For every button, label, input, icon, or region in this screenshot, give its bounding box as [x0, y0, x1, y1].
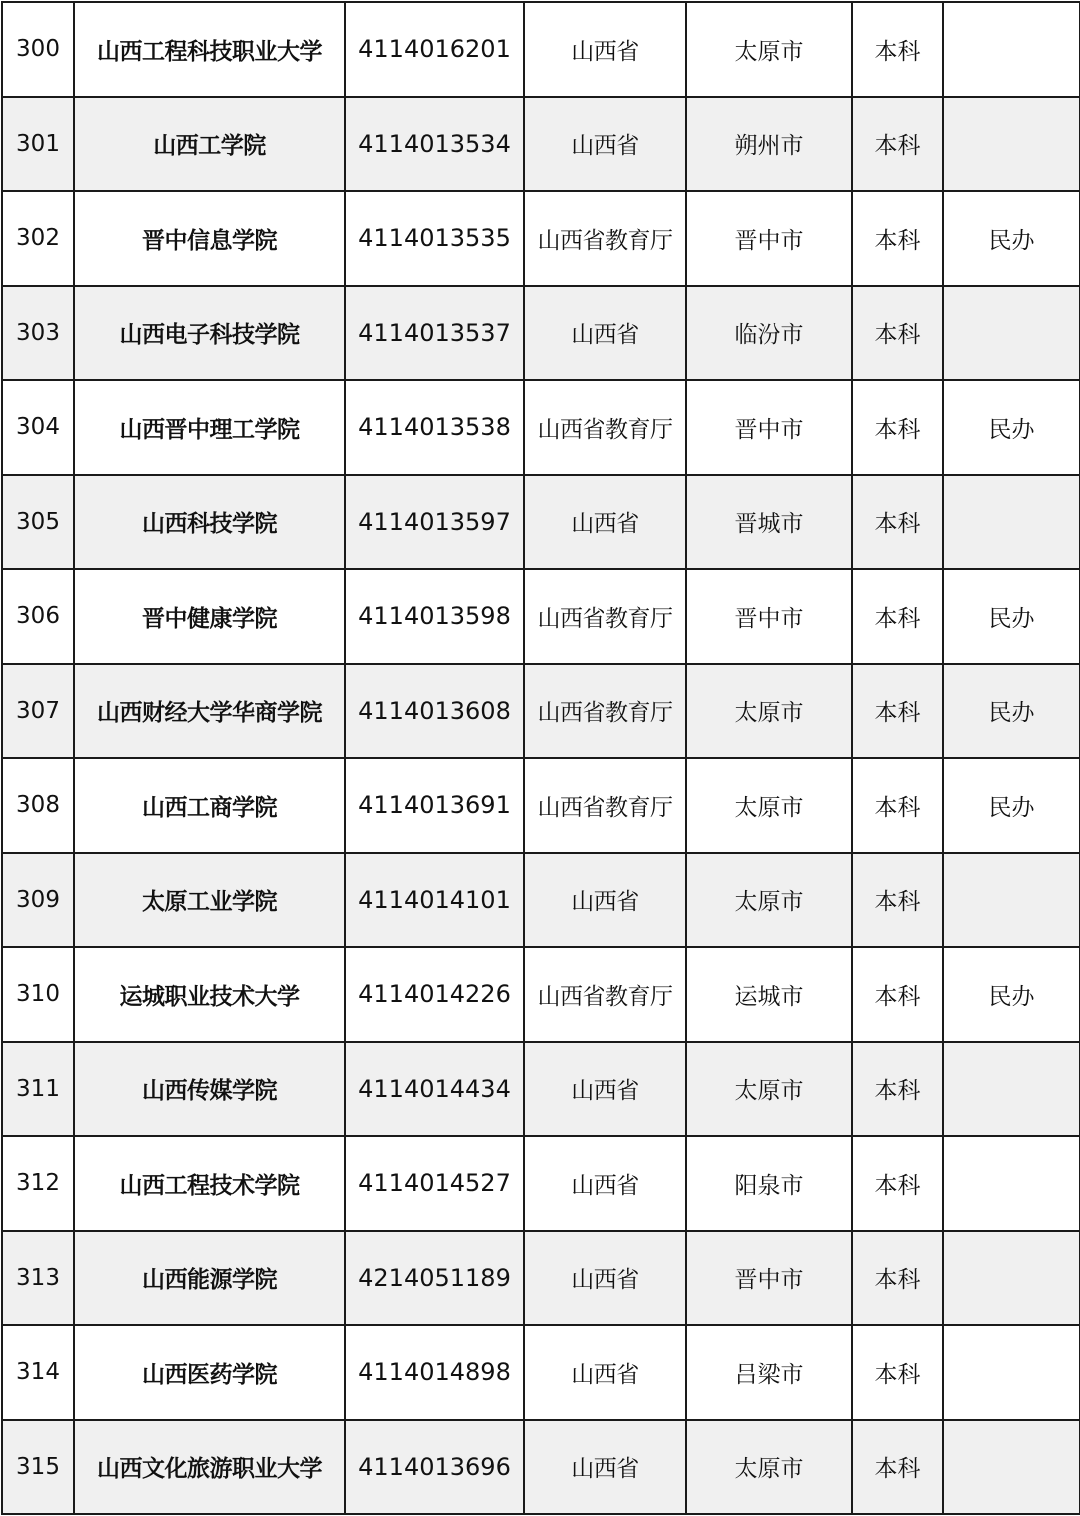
authority-cell: 山西省 — [524, 1420, 686, 1515]
row-number-cell: 314 — [2, 1325, 74, 1420]
education-level-cell: 本科 — [852, 1136, 943, 1231]
university-name-cell: 山西科技学院 — [74, 475, 345, 570]
university-name-cell: 山西工学院 — [74, 97, 345, 192]
authority-cell: 山西省 — [524, 475, 686, 570]
note-cell — [943, 97, 1080, 192]
authority-cell: 山西省教育厅 — [524, 947, 686, 1042]
authority-cell: 山西省 — [524, 1231, 686, 1326]
table-row — [2, 1042, 1080, 1137]
university-name-cell: 山西传媒学院 — [74, 1042, 345, 1137]
authority-cell: 山西省 — [524, 1042, 686, 1137]
note-cell: 民办 — [943, 947, 1080, 1042]
table-row — [2, 1325, 1080, 1420]
city-cell: 运城市 — [686, 947, 852, 1042]
university-code-cell: 4114013538 — [345, 380, 524, 475]
authority-cell: 山西省教育厅 — [524, 569, 686, 664]
university-code-cell: 4114013535 — [345, 191, 524, 286]
row-number-cell: 305 — [2, 475, 74, 570]
row-number-cell: 308 — [2, 758, 74, 853]
city-cell: 太原市 — [686, 853, 852, 948]
note-cell: 民办 — [943, 758, 1080, 853]
university-code-cell: 4114013691 — [345, 758, 524, 853]
table-row — [2, 1136, 1080, 1231]
education-level-cell: 本科 — [852, 97, 943, 192]
table-row — [2, 191, 1080, 286]
education-level-cell: 本科 — [852, 853, 943, 948]
note-cell: 民办 — [943, 380, 1080, 475]
row-number-cell: 300 — [2, 2, 74, 97]
table-row — [2, 569, 1080, 664]
row-number-cell: 307 — [2, 664, 74, 759]
education-level-cell: 本科 — [852, 947, 943, 1042]
university-code-cell: 4114013696 — [345, 1420, 524, 1515]
education-level-cell: 本科 — [852, 569, 943, 664]
education-level-cell: 本科 — [852, 1231, 943, 1326]
table-row — [2, 380, 1080, 475]
education-level-cell: 本科 — [852, 2, 943, 97]
university-code-cell: 4114013608 — [345, 664, 524, 759]
city-cell: 太原市 — [686, 664, 852, 759]
university-name-cell: 山西电子科技学院 — [74, 286, 345, 381]
authority-cell: 山西省 — [524, 853, 686, 948]
table-row — [2, 1231, 1080, 1326]
university-code-cell: 4114013537 — [345, 286, 524, 381]
university-name-cell: 山西工程科技职业大学 — [74, 2, 345, 97]
authority-cell: 山西省 — [524, 1136, 686, 1231]
university-code-cell: 4114014527 — [345, 1136, 524, 1231]
note-cell — [943, 475, 1080, 570]
note-cell: 民办 — [943, 664, 1080, 759]
university-name-cell: 山西财经大学华商学院 — [74, 664, 345, 759]
row-number-cell: 313 — [2, 1231, 74, 1326]
note-cell: 民办 — [943, 191, 1080, 286]
education-level-cell: 本科 — [852, 191, 943, 286]
university-code-cell: 4114013534 — [345, 97, 524, 192]
university-code-cell: 4114014434 — [345, 1042, 524, 1137]
row-number-cell: 309 — [2, 853, 74, 948]
university-name-cell: 山西工商学院 — [74, 758, 345, 853]
authority-cell: 山西省教育厅 — [524, 380, 686, 475]
authority-cell: 山西省教育厅 — [524, 758, 686, 853]
university-name-cell: 山西能源学院 — [74, 1231, 345, 1326]
row-number-cell: 315 — [2, 1420, 74, 1515]
authority-cell: 山西省教育厅 — [524, 664, 686, 759]
table-row — [2, 2, 1080, 97]
education-level-cell: 本科 — [852, 475, 943, 570]
university-name-cell: 山西医药学院 — [74, 1325, 345, 1420]
education-level-cell: 本科 — [852, 1042, 943, 1137]
city-cell: 太原市 — [686, 758, 852, 853]
university-code-cell: 4214051189 — [345, 1231, 524, 1326]
university-name-cell: 山西工程技术学院 — [74, 1136, 345, 1231]
table-row — [2, 853, 1080, 948]
table-row — [2, 1420, 1080, 1515]
university-code-cell: 4114013598 — [345, 569, 524, 664]
table-row — [2, 475, 1080, 570]
authority-cell: 山西省 — [524, 97, 686, 192]
note-cell — [943, 1420, 1080, 1515]
table-row — [2, 664, 1080, 759]
note-cell — [943, 1042, 1080, 1137]
education-level-cell: 本科 — [852, 1420, 943, 1515]
city-cell: 太原市 — [686, 2, 852, 97]
university-name-cell: 晋中信息学院 — [74, 191, 345, 286]
table-row — [2, 286, 1080, 381]
city-cell: 朔州市 — [686, 97, 852, 192]
university-name-cell: 太原工业学院 — [74, 853, 345, 948]
university-name-cell: 山西文化旅游职业大学 — [74, 1420, 345, 1515]
university-code-cell: 4114016201 — [345, 2, 524, 97]
row-number-cell: 301 — [2, 97, 74, 192]
city-cell: 晋中市 — [686, 191, 852, 286]
note-cell — [943, 2, 1080, 97]
note-cell — [943, 1325, 1080, 1420]
row-number-cell: 303 — [2, 286, 74, 381]
table-row — [2, 97, 1080, 192]
university-table — [1, 1, 1080, 1515]
education-level-cell: 本科 — [852, 1325, 943, 1420]
table-row — [2, 758, 1080, 853]
city-cell: 临汾市 — [686, 286, 852, 381]
row-number-cell: 311 — [2, 1042, 74, 1137]
university-name-cell: 晋中健康学院 — [74, 569, 345, 664]
row-number-cell: 310 — [2, 947, 74, 1042]
education-level-cell: 本科 — [852, 380, 943, 475]
university-name-cell: 山西晋中理工学院 — [74, 380, 345, 475]
authority-cell: 山西省教育厅 — [524, 191, 686, 286]
education-level-cell: 本科 — [852, 664, 943, 759]
authority-cell: 山西省 — [524, 286, 686, 381]
city-cell: 晋城市 — [686, 475, 852, 570]
note-cell — [943, 1231, 1080, 1326]
education-level-cell: 本科 — [852, 758, 943, 853]
note-cell — [943, 853, 1080, 948]
city-cell: 太原市 — [686, 1042, 852, 1137]
row-number-cell: 312 — [2, 1136, 74, 1231]
education-level-cell: 本科 — [852, 286, 943, 381]
row-number-cell: 304 — [2, 380, 74, 475]
note-cell: 民办 — [943, 569, 1080, 664]
note-cell — [943, 1136, 1080, 1231]
authority-cell: 山西省 — [524, 2, 686, 97]
authority-cell: 山西省 — [524, 1325, 686, 1420]
city-cell: 太原市 — [686, 1420, 852, 1515]
university-code-cell: 4114014226 — [345, 947, 524, 1042]
city-cell: 阳泉市 — [686, 1136, 852, 1231]
note-cell — [943, 286, 1080, 381]
table-row — [2, 947, 1080, 1042]
city-cell: 晋中市 — [686, 1231, 852, 1326]
university-code-cell: 4114013597 — [345, 475, 524, 570]
university-name-cell: 运城职业技术大学 — [74, 947, 345, 1042]
city-cell: 晋中市 — [686, 380, 852, 475]
row-number-cell: 302 — [2, 191, 74, 286]
table-body — [2, 2, 1080, 1514]
row-number-cell: 306 — [2, 569, 74, 664]
university-code-cell: 4114014101 — [345, 853, 524, 948]
university-code-cell: 4114014898 — [345, 1325, 524, 1420]
city-cell: 吕梁市 — [686, 1325, 852, 1420]
city-cell: 晋中市 — [686, 569, 852, 664]
